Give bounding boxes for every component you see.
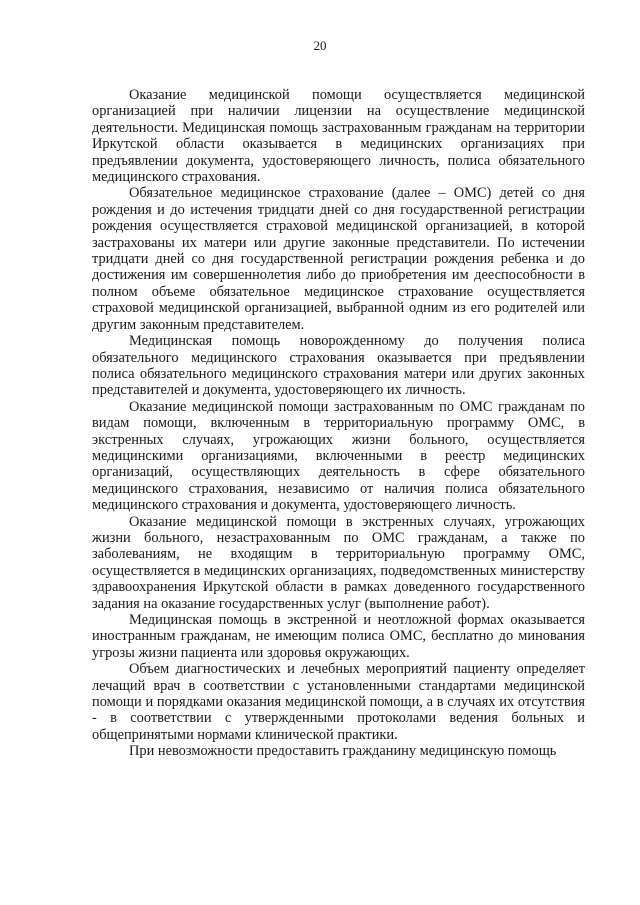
paragraph: Оказание медицинской помощи в экстренных случаях, угрожающих жизни больного, незастрахованным по ОМС гражданам, а также по заболеваниям, не входящим в территориальную программу ОМС, осуществляется в медицинских организациях, подведомственных министерству здравоохранения Иркутской области в рамках доведенного государственного задания на оказание государственных услуг (выполнение работ). — [92, 513, 585, 612]
paragraph: Оказание медицинской помощи застрахованным по ОМС гражданам по видам помощи, включенным в территориальную программу ОМС, в экстренных случаях, угрожающих жизни больного, осуществляется медицинскими организациями, включенными в реестр медицинских организаций, осуществляющих деятельность в сфере обязательного медицинского страхования, независимо от наличия полиса обязательного медицинского страхования и документа, удостоверяющего личность. — [92, 398, 585, 514]
page-number: 20 — [313, 38, 327, 53]
paragraph: Объем диагностических и лечебных мероприятий пациенту определяет лечащий врач в соответствии с установленными стандартами медицинской помощи и порядками оказания медицинской помощи, а в случаях их отсутствия - в соответствии с утвержденными протоколами ведения больных и общепринятыми нормами клинической практики. — [92, 661, 585, 743]
paragraph: При невозможности предоставить гражданину медицинскую помощь — [129, 743, 557, 760]
document-body — [92, 87, 585, 760]
paragraph: Медицинская помощь новорожденному до получения полиса обязательного медицинского страхования оказывается при предъявлении полиса обязательного медицинского страхования матери или других законных представителей и документа, удостоверяющего их личность. — [92, 333, 585, 399]
paragraph: Оказание медицинской помощи осуществляется медицинской организацией при наличии лицензии на осуществление медицинской деятельности. Медицинская помощь застрахованным гражданам на территории Иркутской области оказывается в медицинских организациях при предъявлении документа, удостоверяющего личность, полиса обязательного медицинского страхования. — [92, 87, 585, 186]
paragraph: Обязательное медицинское страхование (далее – ОМС) детей со дня рождения и до истечения тридцати дней со дня государственной регистрации рождения осуществляется страховой медицинской организацией, в которой застрахованы их матери или другие законные представители. По истечении тридцати дней со дня государственной регистрации рождения ребенка и до достижения им совершеннолетия либо до приобретения им дееспособности в полном объеме обязательное медицинское страхование осуществляется страховой медицинской организацией, выбранной одним из его родителей или другим законным представителем. — [92, 185, 585, 333]
paragraph: Медицинская помощь в экстренной и неотложной формах оказывается иностранным гражданам, не имеющим полиса ОМС, бесплатно до минования угрозы жизни пациента или здоровья окружающих. — [92, 612, 585, 661]
